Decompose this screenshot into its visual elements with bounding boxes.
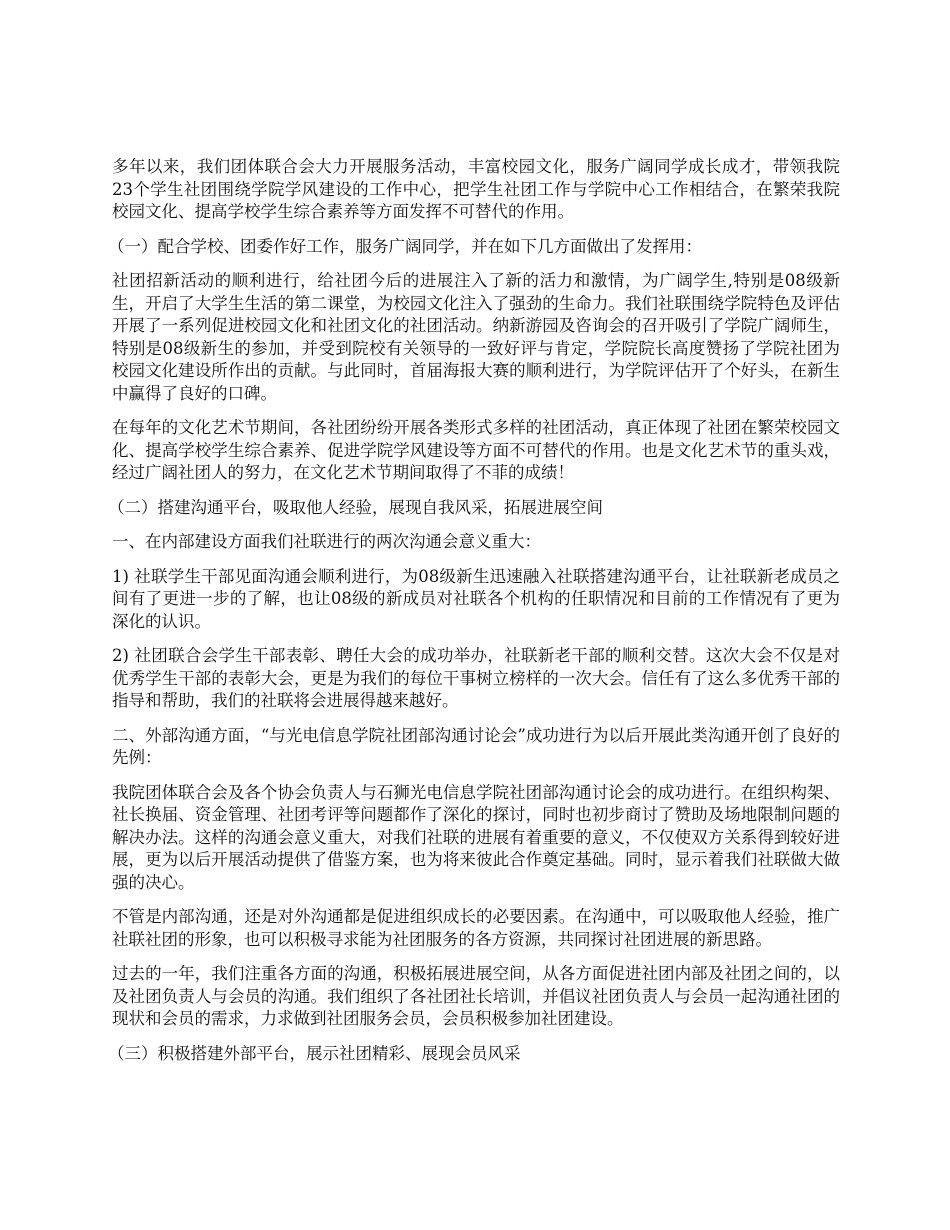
section-heading-1: （一）配合学校、团委作好工作，服务广阔同学，并在如下几方面做出了发挥用： [108, 236, 702, 256]
subheading-external: 二、外部沟通方面，“与光电信息学院社团部沟通讨论会”成功进行为以后开展此类沟通开创了良好的先例： [112, 725, 840, 767]
paragraph-external-meeting: 我院团体联合会及各个协会负责人与石狮光电信息学院社团部沟通讨论会的成功进行。在组织构架、社长换届、资金管理、社团考评等问题都作了深化的探讨，同时也初步商讨了赞助及场地限制问题的解决办法。这样的沟通会意义重大，对我们社联的进展有着重要的意义，不仅使双方关系得到较好进展，更为以后开展活动提供了借鉴方案，也为将来彼此合作奠定基础。同时，显示着我们社联做大做强的决心。 [112, 782, 840, 892]
paragraph-recruitment: 社团招新活动的顺利进行，给社团今后的进展注入了新的活力和激情，为广阔学生,特别是08级新生，开启了大学生生活的第二课堂，为校园文化注入了强劲的生命力。我们社联围绕学院特色及评估开展了一系列促进校园文化和社团文化的社团活动。纳新游园及咨询会的召开吸引了学院广阔师生，特别是08级新生的参加，并受到院校有关领导的一致好评与肯定，学院院长高度赞扬了学院社团为校园文化建设所作出的贡献。与此同时，首届海报大赛的顺利进行，为学院评估开了个好头，在新生中赢得了良好的口碑。 [112, 271, 840, 403]
section-heading-3: （三）积极搭建外部平台，展示社团精彩、展现会员风采 [108, 1043, 521, 1063]
paragraph-intro: 多年以来，我们团体联合会大力开展服务活动，丰富校园文化，服务广阔同学成长成才，带领我院23个学生社团围绕学院学风建设的工作中心，把学生社团工作与学院中心工作相结合，在繁荣我院校园文化、提高学校学生综合素养等方面发挥不可替代的作用。 [112, 157, 840, 221]
list-item-2: 2) 社团联合会学生干部表彰、聘任大会的成功举办，社联新老干部的顺利交替。这次大会不仅是对优秀学生干部的表彰大会，更是为我们的每位干事树立榜样的一次大会。信任有了这么多优秀干部的指导和帮助，我们的社联将会进展得越来越好。 [112, 646, 840, 710]
document-body [108, 156, 840, 1077]
paragraph-communication: 不管是内部沟通，还是对外沟通都是促进组织成长的必要因素。在沟通中，可以吸取他人经验，推广社联社团的形象，也可以积极寻求能为社团服务的各方资源，共同探讨社团进展的新思路。 [112, 907, 840, 949]
paragraph-past-year: 过去的一年，我们注重各方面的沟通，积极拓展进展空间，从各方面促进社团内部及社团之间的，以及社团负责人与会员的沟通。我们组织了各社团社长培训，并倡议社团负责人与会员一起沟通社团的现状和会员的需求，力求做到社团服务会员，会员积极参加社团建设。 [112, 964, 840, 1028]
list-item-1: 1) 社联学生干部见面沟通会顺利进行，为08级新生迅速融入社联搭建沟通平台，让社联新老成员之间有了更进一步的了解，也让08级的新成员对社联各个机构的任职情况和目前的工作情况有了更为深化的认识。 [112, 566, 840, 631]
subheading-internal: 一、在内部建设方面我们社联进行的两次沟通会意义重大： [112, 532, 541, 551]
section-heading-2: （二）搭建沟通平台，吸取他人经验，展现自我风采，拓展进展空间 [108, 497, 603, 517]
paragraph-art-festival: 在每年的文化艺术节期间，各社团纷纷开展各类形式多样的社团活动，真正体现了社团在繁荣校园文化、提高学校学生综合素养、促进学院学风建设等方面不可替代的作用。也是文化艺术节的重头戏，经过广阔社团人的努力，在文化艺术节期间取得了不菲的成绩！ [112, 418, 840, 482]
